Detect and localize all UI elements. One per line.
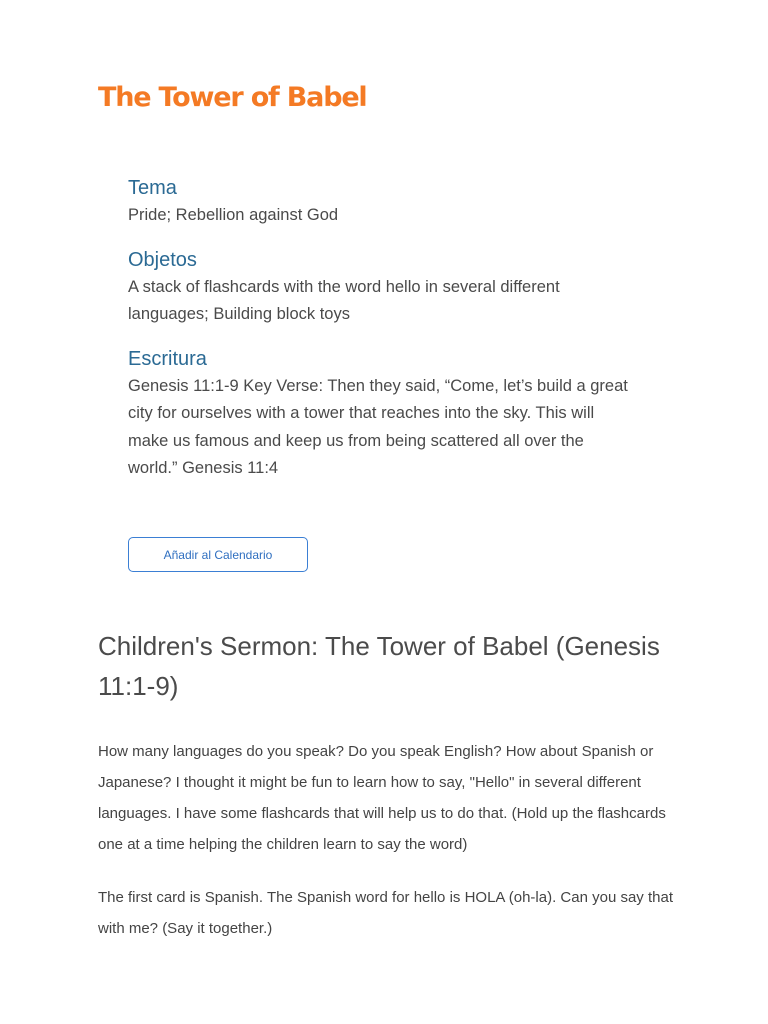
lesson-meta xyxy=(128,174,628,499)
scripture-text: Genesis 11:1-9 Key Verse: Then they said, “Come, let’s build a great city for ourselves with a tower that reaches into the sky. This will make us famous and keep us from being scattered all over the world.” Genesis 11:4 xyxy=(128,376,628,477)
theme-text: Pride; Rebellion against God xyxy=(128,206,339,224)
add-to-calendar-button[interactable]: Añadir al Calendario xyxy=(128,537,308,572)
theme-section xyxy=(128,174,628,230)
theme-heading: Tema xyxy=(128,177,177,199)
page-title: The Tower of Babel xyxy=(98,82,367,113)
scripture-heading: Escritura xyxy=(128,347,207,370)
sermon-paragraph-2: The first card is Spanish. The Spanish word for hello is HOLA (oh-la). Can you say that with me? (Say it together.) xyxy=(98,889,673,937)
sermon-paragraph-1: How many languages do you speak? Do you speak English? How about Spanish or Japanese? I thought it might be fun to learn how to say, "Hello" in several different languages. I have some flashcards that will help us to do that. (Hold up the flashcards one at a time helping the children learn to say the word) xyxy=(98,743,666,853)
objects-text: A stack of flashcards with the word hello in several different languages; Building block toys xyxy=(128,277,560,323)
objects-heading: Objetos xyxy=(128,248,197,271)
scripture-section xyxy=(128,345,628,483)
sermon-body xyxy=(98,736,678,966)
objects-section xyxy=(128,246,628,329)
sermon-title: Children's Sermon: The Tower of Babel (Genesis 11:1-9) xyxy=(98,631,660,701)
